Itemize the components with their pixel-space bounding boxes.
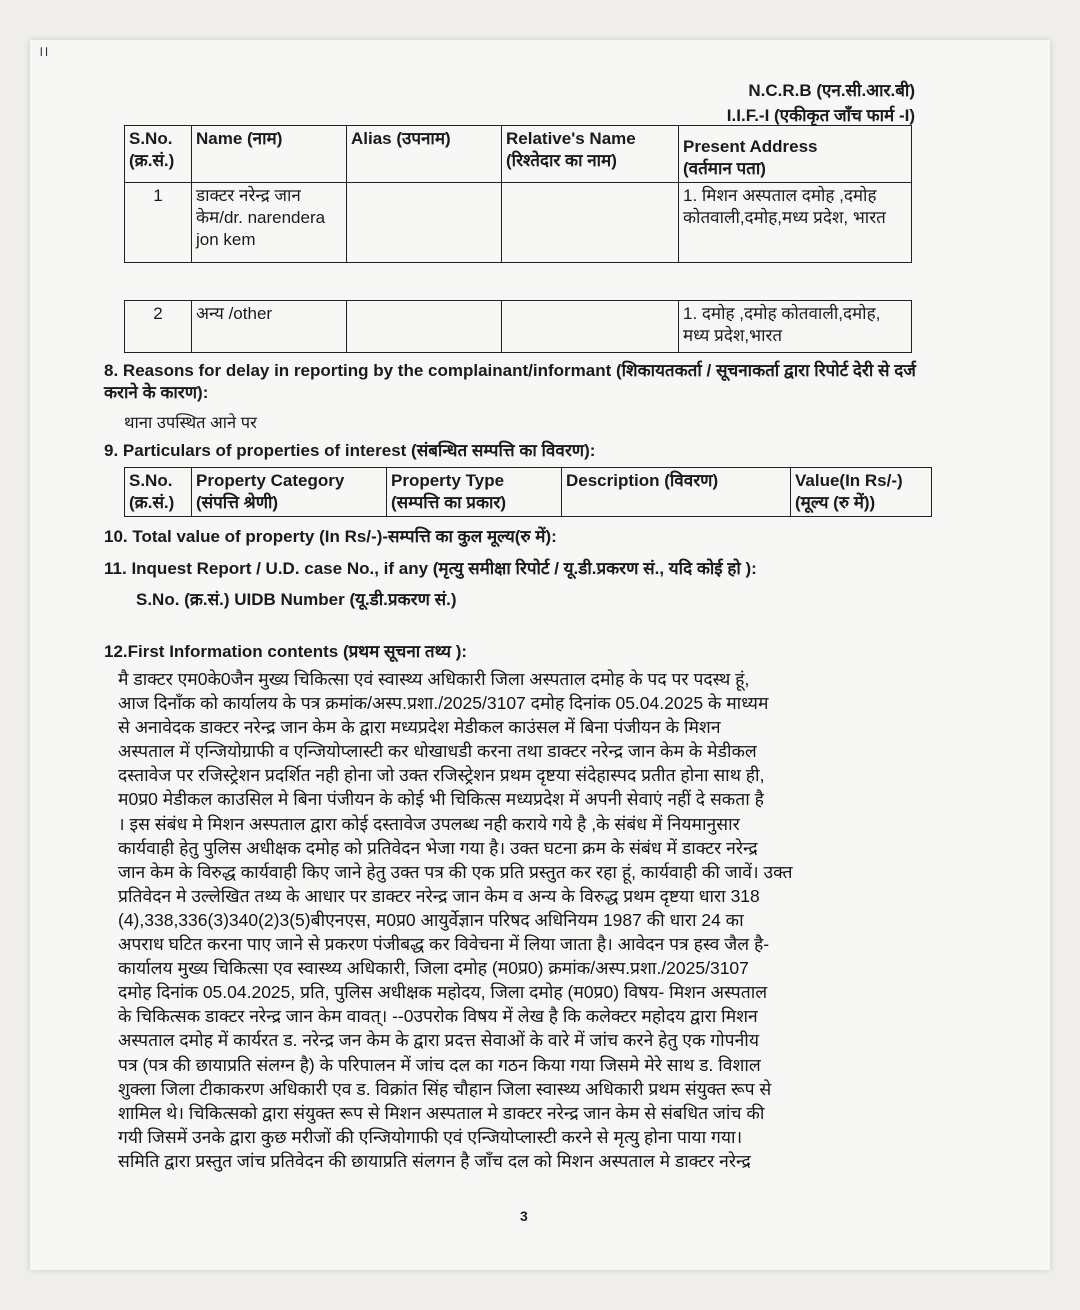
section-8-number: 8. xyxy=(104,361,119,380)
section-8-title xyxy=(104,360,924,404)
prop-header-category-hi: (संपत्ति श्रेणी) xyxy=(196,493,279,512)
row1-relative xyxy=(502,183,679,263)
prop-header-value-en: Value(In Rs/-) xyxy=(795,471,903,490)
row2-name: अन्य /other xyxy=(192,301,347,353)
accused-table-header xyxy=(125,126,912,183)
fir-line: शामिल थे। चिकित्सको द्वारा संयुक्त रूप से मिशन अस्पताल मे डाक्टर नरेन्द्र जान केम से संबधित जांच की xyxy=(118,1102,765,1123)
fir-line: म0प्र0 मेडीकल काउसिल मे बिना पंजीयन के कोई भी चिकित्स मध्यप्रदेश में अपनी सेवाएं नहीं दे सकता है xyxy=(118,789,764,810)
fir-line: (4),338,336(3)340(2)3(5)बीएनएस, म0प्र0 आयुर्वेज्ञान परिषद अधिनियम 1987 की धारा 24 का xyxy=(118,909,744,930)
prop-header-sno xyxy=(125,468,192,517)
row2-sno: 2 xyxy=(125,301,192,353)
prop-header-type-en: Property Type xyxy=(391,471,505,490)
fir-line: अस्पताल में एन्जियोग्राफी व एन्जियोप्लास्टी कर धोखाधडी करना तथा डाक्टर नरेन्द्र जान केम के मेडीकल xyxy=(118,741,757,762)
first-information-body xyxy=(118,667,878,1173)
section-11-text: Inquest Report / U.D. case No., if any (मृत्यु समीक्षा रिपोर्ट / यू.डी.प्रकरण सं., यदि कोई हो ): xyxy=(131,559,757,578)
header-address xyxy=(679,126,912,183)
prop-header-category-en: Property Category xyxy=(196,471,345,490)
row1-sno: 1 xyxy=(125,183,192,263)
section-8-text: Reasons for delay in reporting by the complainant/informant (शिकायतकर्ता / सूचनाकर्ता द्वारा रिपोर्ट देरी से दर्ज कराने के कारण): xyxy=(104,361,916,402)
header-alias: Alias (उपनाम) xyxy=(347,126,502,183)
row1-name: डाक्टर नरेन्द्र जान केम/dr. narendera jon kem xyxy=(192,183,347,263)
fir-line: । इस संबंध मे मिशन अस्पताल द्वारा कोई दस्तावेज उपलब्ध नही कराये गये है ,के संबंध में नियमानुसार xyxy=(118,813,740,834)
iif-header: I.I.F.-I (एकीकृत जाँच फार्म -I) xyxy=(726,106,915,125)
header-sno-en: S.No. xyxy=(129,129,173,148)
header-name: Name (नाम) xyxy=(192,126,347,183)
fir-line: के चिकित्सक डाक्टर नरेन्द्र जान केम वावत्। --0उपरोक विषय में लेख है कि कलेक्टर महोदय द्वारा मिशन xyxy=(118,1006,758,1027)
section-10-number: 10. xyxy=(104,527,128,546)
section-12-title: 12.First Information contents (प्रथम सूचना तथ्य ): xyxy=(104,642,468,661)
fold-mark: ।। xyxy=(38,43,49,59)
fir-line: मै डाक्टर एम0के0जैन मुख्य चिकित्सा एवं स्वास्थ्य अधिकारी जिला अस्पताल दमोह के पद पर पदस्थ हूं, xyxy=(118,669,750,689)
row2-alias xyxy=(347,301,502,353)
prop-header-value xyxy=(791,468,932,517)
section-11-number: 11. xyxy=(104,559,127,578)
fir-line: कार्यवाही हेतु पुलिस अधीक्षक दमोह को प्रतिवेदन भेजा गया है। उक्त घटना क्रम के संबंध में डाक्टर नरेन्द्र xyxy=(118,837,758,858)
prop-header-type xyxy=(387,468,562,517)
fir-line: समिति द्वारा प्रस्तुत जांच प्रतिवेदन की छायाप्रति संलगन है जाँच दल को मिशन अस्पताल मे डाक्टर नरेन्द्र xyxy=(118,1150,751,1171)
header-sno-hi: (क्र.सं.) xyxy=(129,151,175,170)
property-table xyxy=(124,467,932,517)
fir-line: पत्र (पत्र की छायाप्रति संलग्न है) के परिपालन में जांच दल का गठन किया गया जिसमे मेरे साथ ड. विशाल xyxy=(118,1054,761,1075)
header-relative xyxy=(502,126,679,183)
fir-line: प्रतिवेदन मे उल्लेखित तथ्य के आधार पर डाक्टर नरेन्द्र जान केम व अन्य के विरुद्ध प्रथम दृष्टया धारा 318 xyxy=(118,885,760,906)
fir-line: कार्यालय मुख्य चिकित्सा एव स्वास्थ्य अधिकारी, जिला दमोह (म0प्र0) क्रमांक/अस्प.प्रशा./2025/3107 xyxy=(118,958,749,979)
prop-header-sno-en: S.No. xyxy=(129,471,173,490)
prop-header-value-hi: (मूल्य (रु में)) xyxy=(795,493,876,512)
fir-line: अस्पताल दमोह में कार्यरत ड. नरेन्द्र जन केम के द्वारा प्रदत्त सेवाओं के वारे में जांच करने हेतु एक गोपनीय xyxy=(118,1030,759,1051)
section-10-text: Total value of property (In Rs/-)-सम्पत्ति का कुल मूल्य(रु में): xyxy=(132,527,557,546)
section-9-title xyxy=(104,440,924,462)
header-relative-hi: (रिश्तेदार का नाम) xyxy=(506,151,617,170)
prop-header-description: Description (विवरण) xyxy=(562,468,791,517)
header-relative-en: Relative's Name xyxy=(506,129,636,148)
fir-line: से अनावेदक डाक्टर नरेन्द्र जान केम के द्वारा मध्यप्रदेश मेडीकल काउंसल में बिना पंजीयन के मिशन xyxy=(118,717,721,738)
header-sno xyxy=(125,126,192,183)
fir-line: जान केम के विरुद्ध कार्यवाही किए जाने हेतु उक्त पत्र की एक प्रति प्रस्तुत कर रहा हूं, कार्यवाही की जावें। उक्त xyxy=(118,861,793,882)
fir-line: दस्तावेज पर रजिस्ट्रेशन प्रदर्शित नही होना जो उक्त रजिस्ट्रेशन प्रथम दृष्टया संदेहास्पद प्रतीत होना साथ ही, xyxy=(118,765,765,786)
fir-line: दमोह दिनांक 05.04.2025, प्रति, पुलिस अधीक्षक महोदय, जिला दमोह (म0प्र0) विषय- मिशन अस्पताल xyxy=(118,982,768,1003)
row1-alias xyxy=(347,183,502,263)
property-table-header xyxy=(125,468,932,517)
section-11-sub: S.No. (क्र.सं.) UIDB Number (यू.डी.प्रकरण सं.) xyxy=(136,590,457,609)
fir-line: शुक्ला जिला टीकाकरण अधिकारी एव ड. विक्रांत सिंह चौहान जिला स्वास्थ्य अधिकारी प्रथम संयुक्त रूप से xyxy=(118,1078,772,1099)
section-8-answer: थाना उपस्थित आने पर xyxy=(124,414,257,432)
fir-line: अपराध घटित करना पाए जाने से प्रकरण पंजीबद्ध कर विवेचना में लिया जाता है। आवेदन पत्र हस्व जैल है- xyxy=(118,934,770,955)
section-9-number: 9. xyxy=(104,441,119,460)
header-address-hi: (वर्तमान पता) xyxy=(683,159,766,178)
prop-header-category xyxy=(192,468,387,517)
accused-table xyxy=(124,125,912,263)
ncrb-header: N.C.R.B (एन.सी.आर.बी) xyxy=(748,81,915,100)
table-row xyxy=(125,301,912,353)
fir-line: गयी जिसमें उनके द्वारा कुछ मरीजों की एन्जियोगाफी एवं एन्जियोप्लास्टी करने से मृत्यु होना पाया गया। xyxy=(118,1126,743,1147)
section-9-text: Particulars of properties of interest (संबन्धित सम्पत्ति का विवरण): xyxy=(122,441,596,460)
prop-header-sno-hi: (क्र.सं.) xyxy=(129,493,175,512)
row2-address: 1. दमोह ,दमोह कोतवाली,दमोह, मध्य प्रदेश,भारत xyxy=(679,301,912,353)
section-11-title xyxy=(104,558,757,580)
table-row xyxy=(125,183,912,263)
fir-line: आज दिनाँक को कार्यालय के पत्र क्रमांक/अस्प.प्रशा./2025/3107 दमोह दिनांक 05.04.2025 के माध्यम xyxy=(118,693,769,714)
accused-table-continued xyxy=(124,300,912,353)
row2-relative xyxy=(502,301,679,353)
row1-address: 1. मिशन अस्पताल दमोह ,दमोह कोतवाली,दमोह,मध्य प्रदेश, भारत xyxy=(679,183,912,263)
header-address-en: Present Address xyxy=(683,137,818,156)
prop-header-type-hi: (सम्पत्ति का प्रकार) xyxy=(391,493,507,512)
section-10-title xyxy=(104,526,557,548)
page-number: 3 xyxy=(520,1208,528,1224)
